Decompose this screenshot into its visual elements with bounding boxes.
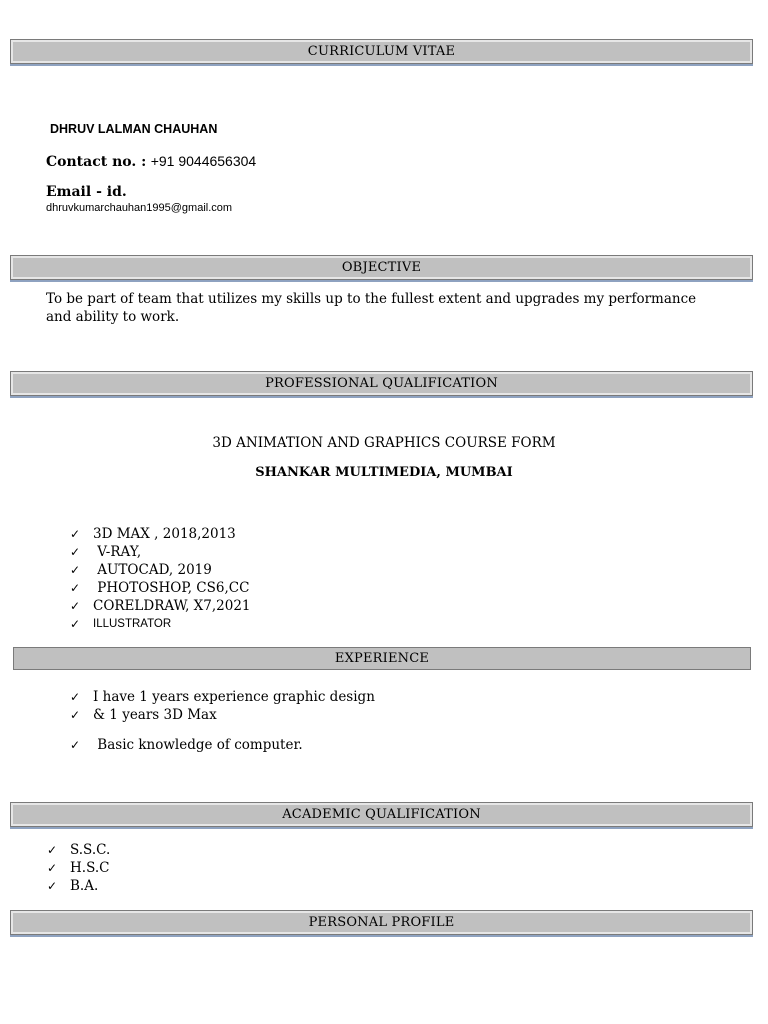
professional-heading: PROFESSIONAL QUALIFICATION <box>265 376 498 391</box>
skill-text: CORELDRAW, X7,2021 <box>93 598 251 614</box>
objective-bar <box>10 255 753 280</box>
check-icon: ✓ <box>70 581 81 595</box>
list-item <box>70 543 470 561</box>
list-item <box>70 597 470 615</box>
list-item <box>70 615 470 633</box>
skill-text: PHOTOSHOP, CS6,CC <box>93 580 250 596</box>
experience-text: I have 1 years experience graphic design <box>93 689 375 705</box>
check-icon: ✓ <box>47 879 58 893</box>
email-label: Email - id. <box>46 184 127 200</box>
experience-text: Basic knowledge of computer. <box>93 737 303 753</box>
experience-bar <box>13 647 751 670</box>
contact-line <box>46 153 256 170</box>
check-icon: ✓ <box>70 599 81 613</box>
email-value: dhruvkumarchauhan1995@gmail.com <box>46 202 233 214</box>
list-item <box>47 877 247 895</box>
list-item <box>47 841 247 859</box>
experience-heading: EXPERIENCE <box>334 651 430 666</box>
objective-line-2: and ability to work. <box>46 309 180 325</box>
check-icon: ✓ <box>70 690 81 704</box>
academic-text: B.A. <box>70 878 99 894</box>
list-item <box>70 736 520 754</box>
check-icon: ✓ <box>70 527 81 541</box>
check-icon: ✓ <box>70 738 81 752</box>
check-icon: ✓ <box>70 708 81 722</box>
cv-title-bar <box>10 39 753 64</box>
contact-value: +91 9044656304 <box>150 153 257 169</box>
cv-title: CURRICULUM VITAE <box>307 44 456 59</box>
check-icon: ✓ <box>70 617 81 631</box>
skill-text: 3D MAX , 2018,2013 <box>93 526 236 542</box>
check-icon: ✓ <box>70 545 81 559</box>
skill-text: V-RAY, <box>93 544 142 560</box>
list-item <box>70 525 470 543</box>
objective-text <box>46 290 696 326</box>
academic-text: H.S.C <box>70 860 110 876</box>
check-icon: ✓ <box>47 843 58 857</box>
experience-text: & 1 years 3D Max <box>93 707 217 723</box>
academic-heading: ACADEMIC QUALIFICATION <box>282 807 481 822</box>
skill-text: ILLUSTRATOR <box>93 618 172 630</box>
personal-bar <box>10 910 753 935</box>
contact-label: Contact no. : <box>46 154 147 170</box>
skill-text: AUTOCAD, 2019 <box>93 562 212 578</box>
list-item <box>70 579 470 597</box>
academic-text: S.S.C. <box>70 842 111 858</box>
professional-bar <box>10 371 753 396</box>
skills-list <box>70 525 470 633</box>
institute-name: SHANKAR MULTIMEDIA, MUMBAI <box>255 465 513 480</box>
academic-list <box>47 841 247 895</box>
check-icon: ✓ <box>47 861 58 875</box>
list-item <box>47 859 247 877</box>
objective-line-1: To be part of team that utilizes my skills up to the fullest extent and upgrades my performance <box>46 291 697 307</box>
candidate-name: DHRUV LALMAN CHAUHAN <box>50 122 218 136</box>
course-title: 3D ANIMATION AND GRAPHICS COURSE FORM <box>212 435 556 451</box>
check-icon: ✓ <box>70 563 81 577</box>
objective-heading: OBJECTIVE <box>341 260 422 275</box>
academic-bar <box>10 802 753 827</box>
list-item <box>70 561 470 579</box>
experience-list <box>70 688 520 754</box>
list-item <box>70 706 520 724</box>
personal-heading: PERSONAL PROFILE <box>308 915 455 930</box>
list-item <box>70 688 520 706</box>
